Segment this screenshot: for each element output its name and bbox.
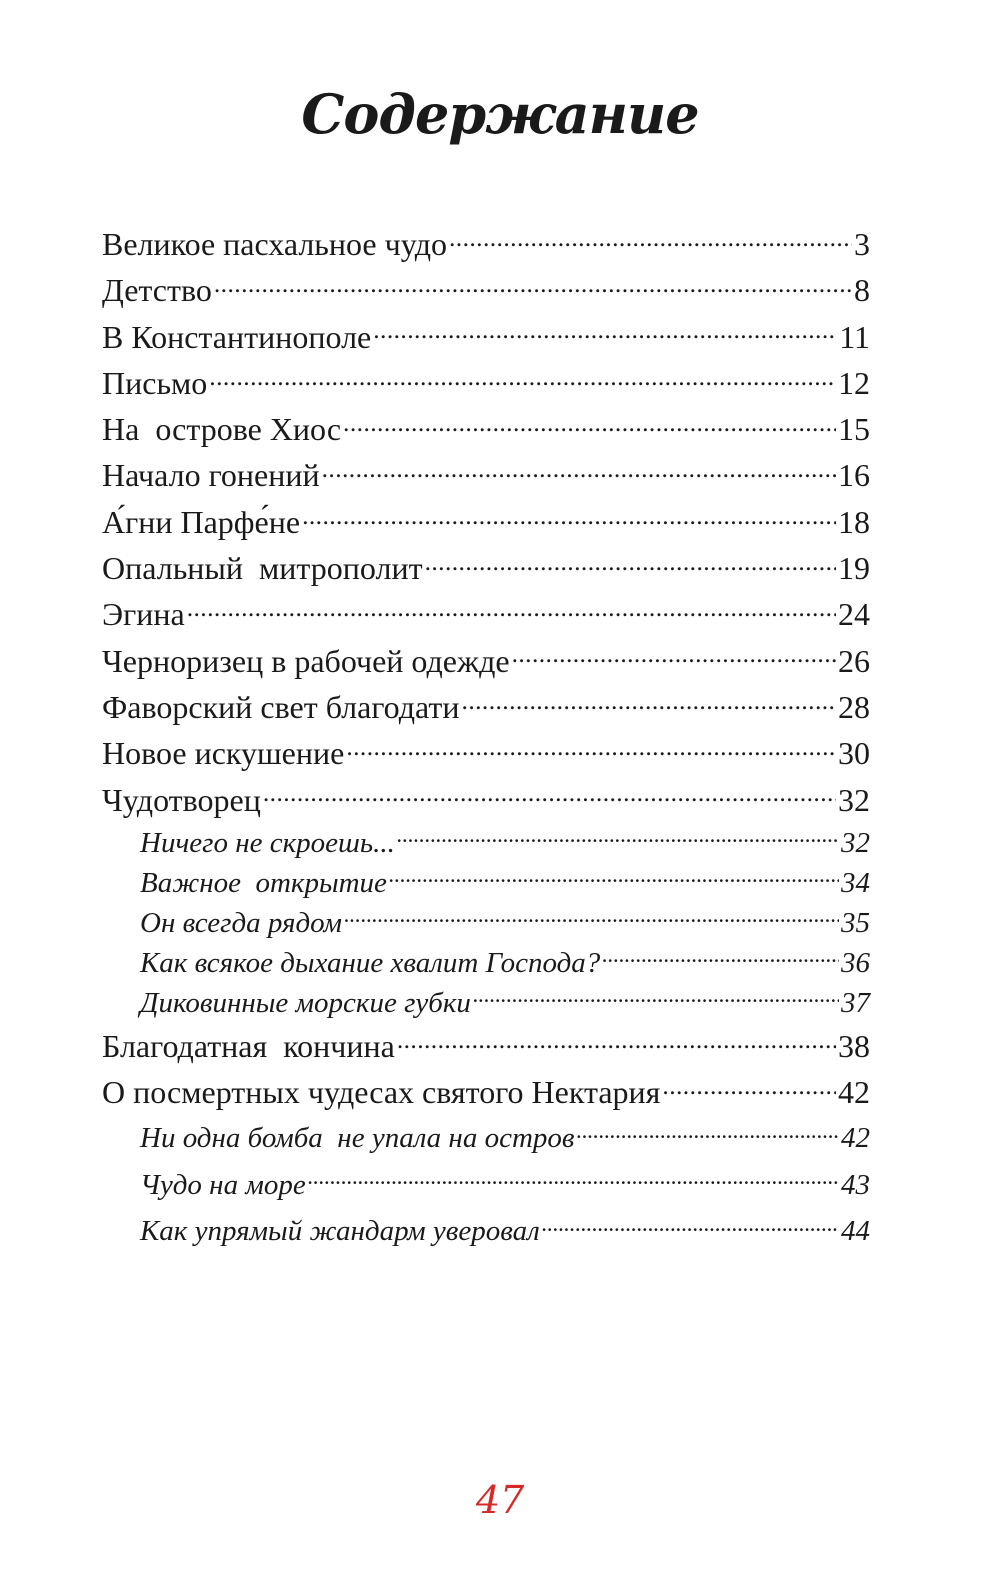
toc-entry-title: Как упрямый жандарм уверовал [140,1215,540,1248]
dot-leader [373,316,837,348]
toc-entry-title: Эгина [102,596,185,633]
toc-page-number: 28 [838,688,870,725]
dot-leader [662,1071,836,1103]
dot-leader [602,943,839,972]
toc-page-number: 32 [841,826,870,859]
toc-entry [102,267,870,313]
toc-entry-title: Ничего не скроешь... [140,826,395,859]
toc-entry [102,591,870,637]
toc-entry-title: В Константинополе [102,318,372,355]
toc-entry-title: Чудотворец [102,781,261,818]
dot-leader [343,408,836,440]
toc-sub-entry [102,983,870,1023]
toc-sub-entry [102,1208,870,1254]
toc-entry [102,1023,870,1069]
dot-leader [397,823,839,852]
toc-page-number: 44 [841,1215,870,1248]
toc-entry-title: Чудо на море [140,1168,306,1201]
toc-page-number: 15 [838,411,870,448]
dot-leader [302,501,836,533]
toc-page-number: 36 [841,946,870,979]
dot-leader [449,223,852,255]
toc-entry-title: Ни одна бомба не упала на остров [140,1122,575,1155]
toc-page-number: 12 [838,364,870,401]
toc-entry [102,684,870,730]
dot-leader [209,362,836,394]
dot-leader [542,1211,839,1240]
toc-page-number: 3 [854,226,870,262]
toc-entry-title: Фаворский свет благодати [102,688,460,725]
toc-entry-title: Он всегда рядом [140,906,343,939]
toc-entry [102,545,870,591]
table-of-contents [102,221,870,1254]
toc-sub-entry [102,1115,870,1161]
toc-entry-title: Диковинные морские губки [140,986,471,1019]
toc-entry-title: Как всякое дыхание хвалит Господа? [140,946,601,979]
toc-page-number: 38 [838,1027,870,1064]
toc-entry-title: Чернориз​ец в рабочей одежде [102,642,510,679]
toc-sub-entry [102,943,870,983]
toc-page-number: 16 [838,457,870,494]
toc-sub-entry [102,823,870,863]
dot-leader [308,1165,839,1194]
toc-page-number: 34 [841,866,870,899]
toc-entry [102,221,870,267]
toc-entry [102,360,870,406]
toc-page-number: 24 [838,596,870,633]
toc-page-number: 18 [838,503,870,540]
dot-leader [473,983,839,1012]
toc-page-number: 32 [838,781,870,818]
toc-entry-title: О посмертных чудесах святого Нектария [102,1074,661,1111]
toc-entry [102,406,870,452]
dot-leader [512,640,836,672]
toc-page-number: 43 [841,1168,870,1201]
toc-entry [102,777,870,823]
dot-leader [263,779,836,811]
toc-entry [102,730,870,776]
toc-page-number: 42 [838,1074,870,1111]
toc-entry-title: Детство [102,272,212,309]
dot-leader [462,686,836,718]
toc-page-number: 42 [841,1122,870,1155]
toc-sub-entry [102,863,870,903]
toc-sub-entry [102,1162,870,1208]
toc-sub-entry [102,903,870,943]
toc-entry-title: Важное открытие [140,866,387,899]
dot-leader [425,547,836,579]
toc-entry-title: Опальный митрополит [102,550,423,587]
toc-page-number: 37 [841,986,870,1019]
dot-leader [576,1118,839,1147]
toc-entry-title: Великое пасхальное чудо [102,226,447,262]
dot-leader [344,903,839,932]
toc-entry [102,499,870,545]
toc-entry-title: Письмо [102,364,208,401]
toc-entry [102,638,870,684]
toc-entry-title: Новое искушение [102,735,345,772]
toc-entry [102,314,870,360]
dot-leader [389,863,839,892]
page-title: Содержание [301,82,699,146]
toc-entry-title: Благодатная кончина [102,1027,395,1064]
toc-page-number: 26 [838,642,870,679]
toc-page-number: 8 [854,272,870,309]
toc-entry-title: Начало гонений [102,457,320,494]
dot-leader [397,1025,836,1057]
dot-leader [346,732,836,764]
toc-entry [102,452,870,498]
page-number-folio: 47 [475,1478,525,1522]
dot-leader [214,269,852,301]
toc-page-number: 11 [839,318,870,355]
toc-page-number: 35 [841,906,870,939]
toc-entry [102,1069,870,1115]
dot-leader [187,593,836,625]
toc-page-number: 30 [838,735,870,772]
toc-entry-title: А́гни Парфе́не [102,503,301,540]
toc-page-number: 19 [838,550,870,587]
toc-entry-title: На острове Хиос [102,411,342,448]
dot-leader [322,454,836,486]
